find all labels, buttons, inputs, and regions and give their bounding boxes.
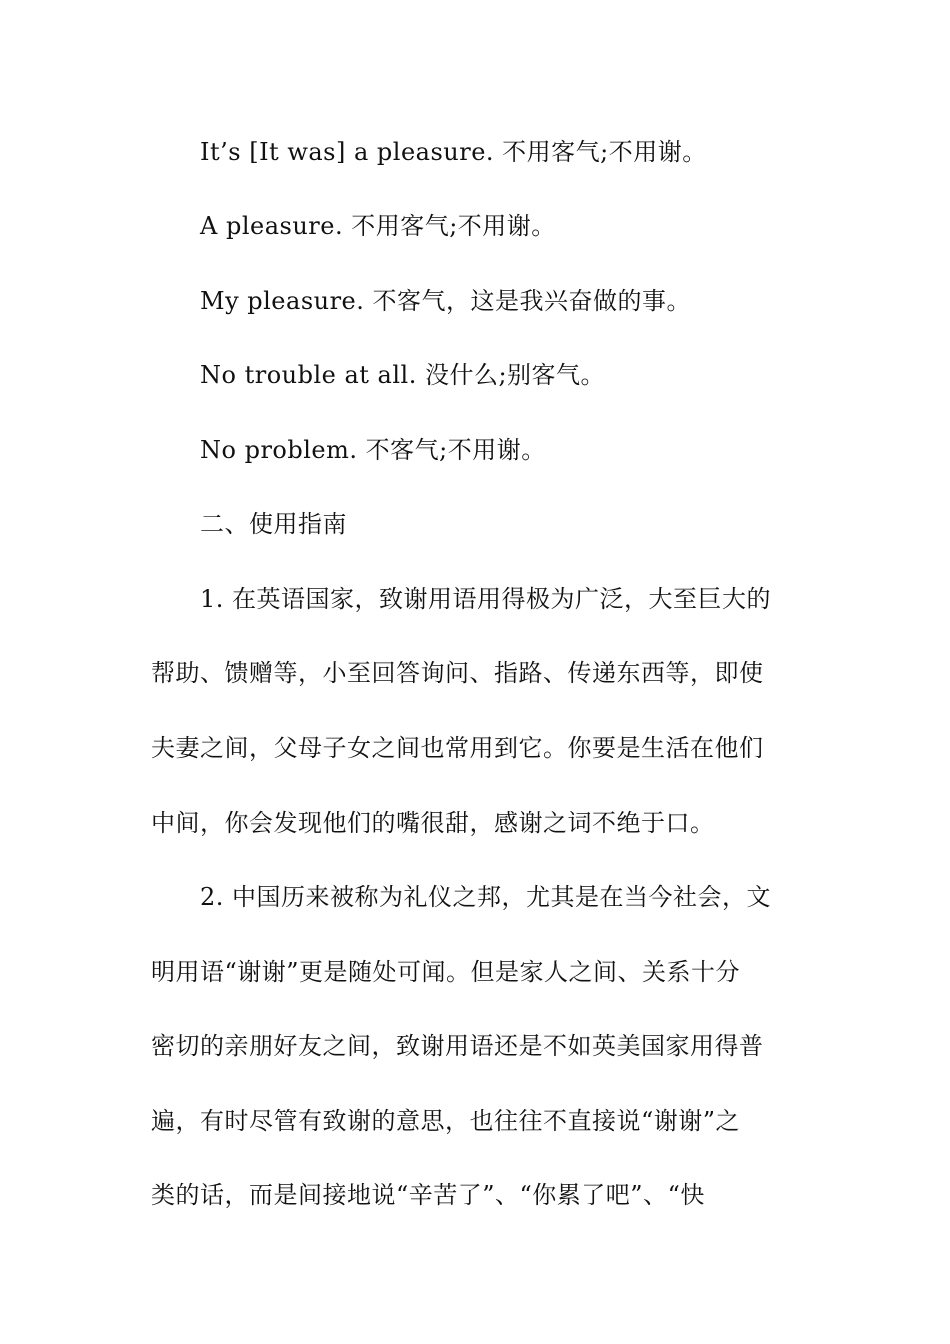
- phrase-its-a-pleasure: It’s [It was] a pleasure. 不用客气;不用谢。: [200, 138, 707, 166]
- paragraph-1-line-2: 帮助、馈赠等，小至回答询问、指路、传递东西等，即使: [151, 659, 764, 687]
- paragraph-1-line-4: 中间，你会发现他们的嘴很甜，感谢之词不绝于口。: [151, 809, 715, 837]
- paragraph-2-line-4: 遍，有时尽管有致谢的意思，也往往不直接说“谢谢”之: [151, 1107, 741, 1135]
- paragraph-2-line-1: 2. 中国历来被称为礼仪之邦，尤其是在当今社会，文: [200, 883, 772, 911]
- section-heading-usage-guide: 二、使用指南: [200, 510, 347, 538]
- phrase-my-pleasure: My pleasure. 不客气，这是我兴奋做的事。: [200, 287, 692, 315]
- paragraph-2-line-3: 密切的亲朋好友之间，致谢用语还是不如英美国家用得普: [151, 1032, 764, 1060]
- paragraph-1-line-1: 1. 在英语国家，致谢用语用得极为广泛，大至巨大的: [200, 585, 772, 613]
- paragraph-1-line-3: 夫妻之间，父母子女之间也常用到它。你要是生活在他们: [151, 734, 764, 762]
- paragraph-2-line-2: 明用语“谢谢”更是随处可闻。但是家人之间、关系十分: [151, 958, 741, 986]
- paragraph-2-line-5: 类的话，而是间接地说“辛苦了”、“你累了吧”、“快: [151, 1181, 705, 1209]
- phrase-no-problem: No problem. 不客气;不用谢。: [200, 436, 546, 464]
- phrase-a-pleasure: A pleasure. 不用客气;不用谢。: [200, 212, 556, 240]
- phrase-no-trouble: No trouble at all. 没什么;别客气。: [200, 361, 606, 389]
